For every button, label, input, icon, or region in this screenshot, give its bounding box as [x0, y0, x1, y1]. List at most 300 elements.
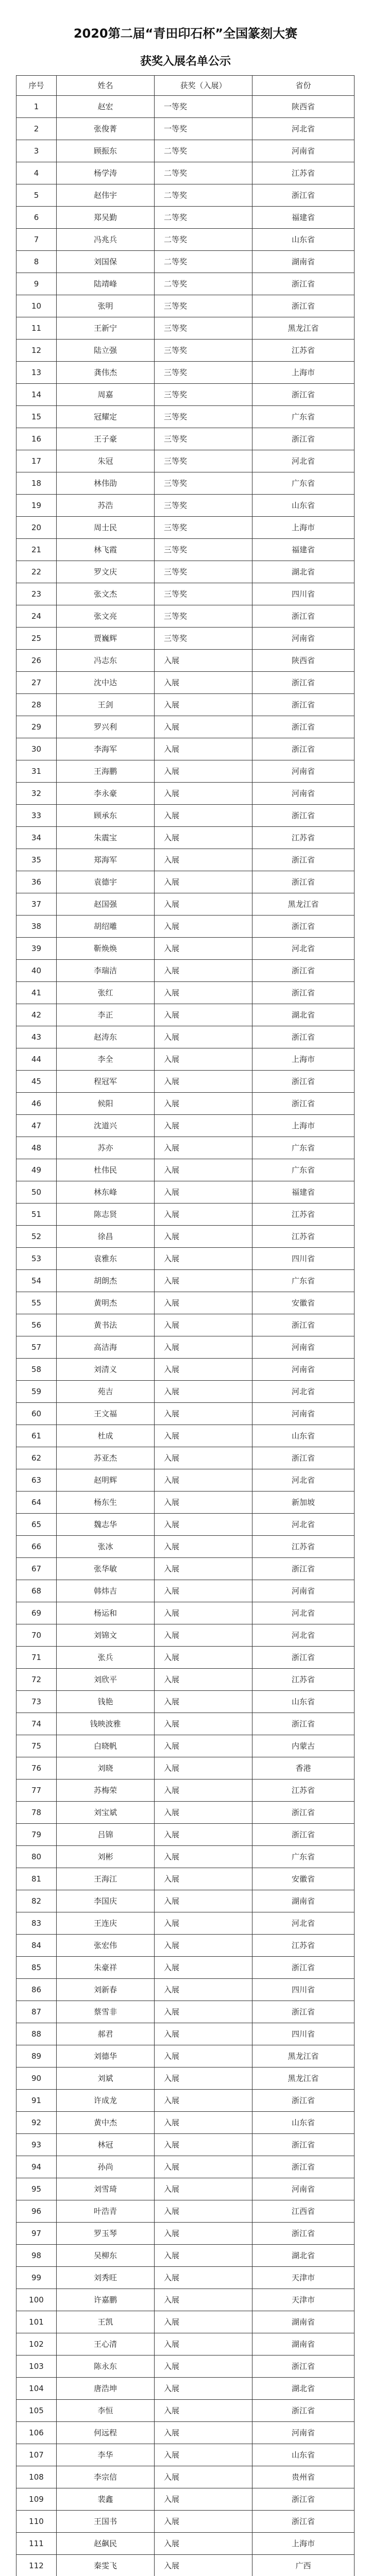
cell-province: 浙江省 — [252, 2511, 355, 2533]
cell-name: 魏志华 — [57, 1514, 155, 1536]
cell-name: 韩炜吉 — [57, 1580, 155, 1602]
cell-award: 入展 — [155, 1071, 252, 1093]
cell-province: 天津市 — [252, 2289, 355, 2311]
cell-award: 三等奖 — [155, 362, 252, 384]
cell-province: 浙江省 — [252, 1447, 355, 1469]
table-row — [16, 2223, 355, 2245]
table-row — [16, 184, 355, 207]
cell-province: 河北省 — [252, 1602, 355, 1624]
cell-name: 张红 — [57, 982, 155, 1004]
cell-name: 李恒 — [57, 2400, 155, 2422]
cell-name: 林东峰 — [57, 1181, 155, 1204]
table-row — [16, 1802, 355, 1824]
cell-index: 91 — [16, 2090, 57, 2112]
cell-award: 入展 — [155, 2045, 252, 2067]
cell-name: 黄书法 — [57, 1314, 155, 1336]
table-row — [16, 1159, 355, 1181]
cell-name: 王海鹏 — [57, 760, 155, 783]
table-row — [16, 938, 355, 960]
table-row — [16, 1735, 355, 1757]
cell-name: 王国书 — [57, 2511, 155, 2533]
cell-award: 入展 — [155, 1026, 252, 1048]
cell-province: 福建省 — [252, 1181, 355, 1204]
cell-name: 冯志东 — [57, 650, 155, 672]
cell-province: 广东省 — [252, 406, 355, 428]
cell-award: 入展 — [155, 2333, 252, 2355]
cell-award: 入展 — [155, 1558, 252, 1580]
cell-province: 浙江省 — [252, 1558, 355, 1580]
cell-index: 74 — [16, 1713, 57, 1735]
cell-name: 李永豪 — [57, 783, 155, 805]
cell-name: 苏浩 — [57, 495, 155, 517]
cell-index: 70 — [16, 1624, 57, 1647]
header-award: 获奖（入展） — [155, 76, 252, 96]
table-row — [16, 472, 355, 495]
cell-name: 林伟劭 — [57, 472, 155, 495]
table-row — [16, 1558, 355, 1580]
table-row — [16, 1248, 355, 1270]
cell-index: 46 — [16, 1093, 57, 1115]
cell-award: 入展 — [155, 1314, 252, 1336]
cell-index: 69 — [16, 1602, 57, 1624]
header-name: 姓名 — [57, 76, 155, 96]
cell-award: 入展 — [155, 1935, 252, 1957]
cell-index: 77 — [16, 1780, 57, 1802]
cell-province: 湖北省 — [252, 2245, 355, 2267]
cell-award: 三等奖 — [155, 628, 252, 650]
cell-province: 浙江省 — [252, 1026, 355, 1048]
cell-province: 河南省 — [252, 1336, 355, 1359]
cell-index: 36 — [16, 871, 57, 893]
cell-award: 入展 — [155, 2311, 252, 2333]
cell-province: 浙江省 — [252, 2156, 355, 2178]
cell-province: 河北省 — [252, 450, 355, 472]
cell-index: 103 — [16, 2355, 57, 2378]
cell-name: 李全 — [57, 1048, 155, 1071]
cell-province: 广东省 — [252, 1846, 355, 1868]
cell-province: 浙江省 — [252, 2223, 355, 2245]
table-row — [16, 384, 355, 406]
cell-award: 入展 — [155, 827, 252, 849]
cell-province: 江苏省 — [252, 1935, 355, 1957]
cell-award: 入展 — [155, 1824, 252, 1846]
cell-province: 山东省 — [252, 1425, 355, 1447]
table-row — [16, 2378, 355, 2400]
table-header-row — [16, 76, 355, 96]
cell-province: 湖南省 — [252, 251, 355, 273]
cell-award: 入展 — [155, 1248, 252, 1270]
cell-province: 浙江省 — [252, 2001, 355, 2023]
cell-province: 浙江省 — [252, 2355, 355, 2378]
cell-province: 浙江省 — [252, 605, 355, 628]
cell-award: 三等奖 — [155, 317, 252, 340]
cell-award: 入展 — [155, 2090, 252, 2112]
table-row — [16, 1846, 355, 1868]
table-row — [16, 583, 355, 605]
cell-province: 湖南省 — [252, 2333, 355, 2355]
cell-index: 26 — [16, 650, 57, 672]
cell-index: 58 — [16, 1359, 57, 1381]
cell-name: 钱映波雅 — [57, 1713, 155, 1735]
cell-province: 河南省 — [252, 1359, 355, 1381]
cell-province: 上海市 — [252, 1115, 355, 1137]
table-row — [16, 2112, 355, 2134]
cell-province: 浙江省 — [252, 1957, 355, 1979]
table-row — [16, 916, 355, 938]
table-row — [16, 1492, 355, 1514]
cell-award: 入展 — [155, 2511, 252, 2533]
cell-award: 三等奖 — [155, 295, 252, 317]
cell-award: 入展 — [155, 738, 252, 760]
cell-index: 47 — [16, 1115, 57, 1137]
cell-province: 河北省 — [252, 1514, 355, 1536]
cell-name: 赵明辉 — [57, 1469, 155, 1492]
cell-index: 1 — [16, 96, 57, 118]
table-row — [16, 1979, 355, 2001]
table-row — [16, 783, 355, 805]
cell-index: 41 — [16, 982, 57, 1004]
cell-province: 山东省 — [252, 2444, 355, 2466]
cell-award: 入展 — [155, 1780, 252, 1802]
cell-name: 李国庆 — [57, 1890, 155, 1912]
cell-award: 三等奖 — [155, 495, 252, 517]
table-row — [16, 2200, 355, 2223]
cell-index: 38 — [16, 916, 57, 938]
table-row — [16, 2466, 355, 2488]
cell-award: 入展 — [155, 1004, 252, 1026]
cell-name: 杜成 — [57, 1425, 155, 1447]
table-row — [16, 1602, 355, 1624]
cell-index: 13 — [16, 362, 57, 384]
cell-index: 12 — [16, 340, 57, 362]
cell-award: 入展 — [155, 893, 252, 916]
table-row — [16, 1669, 355, 1691]
cell-award: 入展 — [155, 716, 252, 738]
cell-province: 黑龙江省 — [252, 2067, 355, 2090]
table-row — [16, 317, 355, 340]
cell-province: 浙江省 — [252, 295, 355, 317]
table-row — [16, 716, 355, 738]
cell-name: 赵伟宇 — [57, 184, 155, 207]
table-row — [16, 849, 355, 871]
cell-name: 钱艳 — [57, 1691, 155, 1713]
cell-index: 73 — [16, 1691, 57, 1713]
cell-index: 55 — [16, 1292, 57, 1314]
table-row — [16, 96, 355, 118]
cell-index: 10 — [16, 295, 57, 317]
cell-index: 79 — [16, 1824, 57, 1846]
cell-name: 程冠军 — [57, 1071, 155, 1093]
cell-name: 顾振东 — [57, 140, 155, 162]
cell-province: 福建省 — [252, 207, 355, 229]
table-row — [16, 495, 355, 517]
table-row — [16, 2488, 355, 2511]
cell-index: 5 — [16, 184, 57, 207]
cell-name: 顾承东 — [57, 805, 155, 827]
cell-index: 40 — [16, 960, 57, 982]
cell-award: 三等奖 — [155, 539, 252, 561]
cell-index: 21 — [16, 539, 57, 561]
table-row — [16, 1957, 355, 1979]
cell-province: 河北省 — [252, 1624, 355, 1647]
cell-index: 24 — [16, 605, 57, 628]
cell-name: 吴柳东 — [57, 2245, 155, 2267]
cell-name: 黄明杰 — [57, 1292, 155, 1314]
table-row — [16, 1093, 355, 1115]
cell-award: 三等奖 — [155, 406, 252, 428]
table-row — [16, 960, 355, 982]
table-row — [16, 672, 355, 694]
cell-index: 60 — [16, 1403, 57, 1425]
table-row — [16, 2156, 355, 2178]
cell-name: 王心清 — [57, 2333, 155, 2355]
table-row — [16, 273, 355, 295]
cell-award: 入展 — [155, 650, 252, 672]
cell-name: 龚伟杰 — [57, 362, 155, 384]
cell-province: 山东省 — [252, 229, 355, 251]
table-row — [16, 162, 355, 184]
table-row — [16, 406, 355, 428]
cell-name: 林冠 — [57, 2134, 155, 2156]
cell-name: 靳焕焕 — [57, 938, 155, 960]
cell-name: 张冰 — [57, 1536, 155, 1558]
cell-name: 罗文庆 — [57, 561, 155, 583]
cell-index: 84 — [16, 1935, 57, 1957]
cell-name: 赵宏 — [57, 96, 155, 118]
cell-province: 河北省 — [252, 118, 355, 140]
cell-province: 浙江省 — [252, 738, 355, 760]
cell-name: 李瑞洁 — [57, 960, 155, 982]
cell-index: 86 — [16, 1979, 57, 2001]
cell-name: 刘德华 — [57, 2045, 155, 2067]
cell-index: 92 — [16, 2112, 57, 2134]
cell-name: 秦雯飞 — [57, 2555, 155, 2576]
cell-index: 85 — [16, 1957, 57, 1979]
table-row — [16, 1890, 355, 1912]
cell-province: 河南省 — [252, 628, 355, 650]
cell-province: 四川省 — [252, 1248, 355, 1270]
table-row — [16, 1359, 355, 1381]
cell-province: 浙江省 — [252, 384, 355, 406]
table-row — [16, 539, 355, 561]
cell-name: 郝君 — [57, 2023, 155, 2045]
cell-name: 冠耀定 — [57, 406, 155, 428]
cell-index: 62 — [16, 1447, 57, 1469]
cell-index: 44 — [16, 1048, 57, 1071]
cell-index: 17 — [16, 450, 57, 472]
table-row — [16, 362, 355, 384]
cell-province: 浙江省 — [252, 1713, 355, 1735]
cell-name: 许成龙 — [57, 2090, 155, 2112]
cell-name: 刘清义 — [57, 1359, 155, 1381]
cell-award: 二等奖 — [155, 207, 252, 229]
cell-award: 一等奖 — [155, 118, 252, 140]
cell-award: 三等奖 — [155, 428, 252, 450]
cell-province: 江苏省 — [252, 1780, 355, 1802]
table-row — [16, 827, 355, 849]
cell-province: 江苏省 — [252, 1226, 355, 1248]
cell-index: 111 — [16, 2533, 57, 2555]
cell-award: 入展 — [155, 982, 252, 1004]
table-row — [16, 2023, 355, 2045]
cell-index: 104 — [16, 2378, 57, 2400]
cell-index: 66 — [16, 1536, 57, 1558]
cell-province: 浙江省 — [252, 805, 355, 827]
cell-province: 香港 — [252, 1757, 355, 1780]
cell-name: 李华 — [57, 2444, 155, 2466]
cell-index: 19 — [16, 495, 57, 517]
table-row — [16, 738, 355, 760]
cell-index: 63 — [16, 1469, 57, 1492]
cell-province: 四川省 — [252, 1979, 355, 2001]
cell-award: 二等奖 — [155, 229, 252, 251]
cell-province: 浙江省 — [252, 2400, 355, 2422]
cell-award: 入展 — [155, 2400, 252, 2422]
table-row — [16, 340, 355, 362]
cell-name: 杨东生 — [57, 1492, 155, 1514]
table-row — [16, 2333, 355, 2355]
cell-award: 入展 — [155, 1359, 252, 1381]
cell-name: 李正 — [57, 1004, 155, 1026]
cell-name: 刘锦文 — [57, 1624, 155, 1647]
table-row — [16, 628, 355, 650]
cell-name: 刘彬 — [57, 1846, 155, 1868]
cell-province: 江苏省 — [252, 1669, 355, 1691]
cell-award: 入展 — [155, 2200, 252, 2223]
cell-province: 湖南省 — [252, 2311, 355, 2333]
table-row — [16, 207, 355, 229]
cell-index: 97 — [16, 2223, 57, 2245]
table-row — [16, 1226, 355, 1248]
cell-name: 陆立强 — [57, 340, 155, 362]
cell-province: 江苏省 — [252, 340, 355, 362]
cell-name: 王新宁 — [57, 317, 155, 340]
cell-award: 入展 — [155, 2156, 252, 2178]
cell-award: 入展 — [155, 1957, 252, 1979]
cell-award: 三等奖 — [155, 583, 252, 605]
cell-province: 江苏省 — [252, 162, 355, 184]
table-row — [16, 450, 355, 472]
cell-award: 入展 — [155, 2466, 252, 2488]
cell-name: 陆靖峰 — [57, 273, 155, 295]
winners-table — [16, 75, 355, 2576]
cell-index: 100 — [16, 2289, 57, 2311]
cell-province: 四川省 — [252, 583, 355, 605]
cell-name: 杨学涛 — [57, 162, 155, 184]
cell-index: 32 — [16, 783, 57, 805]
cell-award: 入展 — [155, 1624, 252, 1647]
cell-name: 贾巍辉 — [57, 628, 155, 650]
cell-award: 入展 — [155, 1602, 252, 1624]
table-row — [16, 1204, 355, 1226]
cell-name: 胡朗杰 — [57, 1270, 155, 1292]
cell-award: 入展 — [155, 1691, 252, 1713]
cell-index: 71 — [16, 1647, 57, 1669]
cell-name: 沈道兴 — [57, 1115, 155, 1137]
cell-index: 42 — [16, 1004, 57, 1026]
table-row — [16, 1314, 355, 1336]
cell-name: 王海江 — [57, 1868, 155, 1890]
cell-province: 浙江省 — [252, 672, 355, 694]
cell-province: 天津市 — [252, 2267, 355, 2289]
cell-name: 王文福 — [57, 1403, 155, 1425]
cell-name: 白晓帆 — [57, 1735, 155, 1757]
cell-province: 浙江省 — [252, 1314, 355, 1336]
table-row — [16, 2090, 355, 2112]
cell-index: 22 — [16, 561, 57, 583]
cell-award: 三等奖 — [155, 605, 252, 628]
cell-award: 入展 — [155, 1270, 252, 1292]
cell-province: 黑龙江省 — [252, 317, 355, 340]
table-row — [16, 428, 355, 450]
cell-province: 广东省 — [252, 1137, 355, 1159]
cell-province: 湖北省 — [252, 1004, 355, 1026]
cell-name: 郑吴勤 — [57, 207, 155, 229]
cell-province: 江西省 — [252, 2200, 355, 2223]
cell-index: 96 — [16, 2200, 57, 2223]
cell-index: 4 — [16, 162, 57, 184]
cell-index: 31 — [16, 760, 57, 783]
cell-name: 袁雅东 — [57, 1248, 155, 1270]
cell-award: 三等奖 — [155, 384, 252, 406]
cell-award: 二等奖 — [155, 251, 252, 273]
cell-index: 33 — [16, 805, 57, 827]
cell-award: 入展 — [155, 1492, 252, 1514]
cell-index: 64 — [16, 1492, 57, 1514]
cell-award: 入展 — [155, 1669, 252, 1691]
cell-index: 16 — [16, 428, 57, 450]
cell-province: 浙江省 — [252, 960, 355, 982]
cell-index: 81 — [16, 1868, 57, 1890]
table-row — [16, 1691, 355, 1713]
cell-province: 浙江省 — [252, 982, 355, 1004]
table-row — [16, 2444, 355, 2466]
cell-index: 59 — [16, 1381, 57, 1403]
cell-name: 高洁海 — [57, 1336, 155, 1359]
table-row — [16, 1270, 355, 1292]
cell-index: 11 — [16, 317, 57, 340]
cell-award: 入展 — [155, 1868, 252, 1890]
table-row — [16, 760, 355, 783]
cell-award: 入展 — [155, 1757, 252, 1780]
cell-index: 83 — [16, 1912, 57, 1935]
cell-name: 王连庆 — [57, 1912, 155, 1935]
cell-name: 张俊菁 — [57, 118, 155, 140]
cell-award: 三等奖 — [155, 450, 252, 472]
cell-province: 山东省 — [252, 1691, 355, 1713]
cell-name: 刘秀旺 — [57, 2267, 155, 2289]
cell-award: 入展 — [155, 2023, 252, 2045]
table-row — [16, 1004, 355, 1026]
cell-name: 刘晓 — [57, 1757, 155, 1780]
table-row — [16, 2045, 355, 2067]
cell-name: 黄中杰 — [57, 2112, 155, 2134]
table-row — [16, 1181, 355, 1204]
cell-index: 109 — [16, 2488, 57, 2511]
cell-award: 二等奖 — [155, 184, 252, 207]
cell-index: 90 — [16, 2067, 57, 2090]
cell-index: 48 — [16, 1137, 57, 1159]
cell-index: 93 — [16, 2134, 57, 2156]
cell-index: 80 — [16, 1846, 57, 1868]
cell-index: 28 — [16, 694, 57, 716]
cell-index: 68 — [16, 1580, 57, 1602]
winners-table-container — [16, 75, 354, 2576]
cell-name: 许嘉鹏 — [57, 2289, 155, 2311]
table-row — [16, 1935, 355, 1957]
cell-index: 37 — [16, 893, 57, 916]
cell-index: 78 — [16, 1802, 57, 1824]
